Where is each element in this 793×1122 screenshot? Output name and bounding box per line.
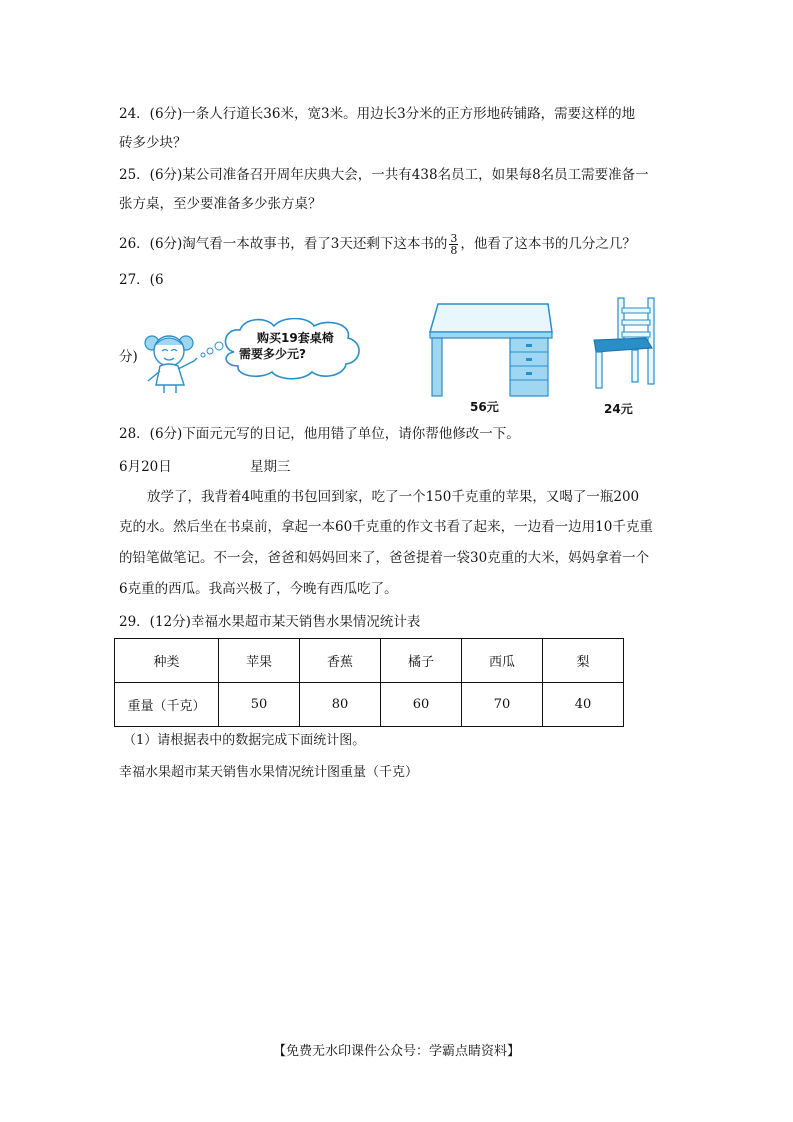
q24-line2: 砖多少块？ [119,135,187,151]
girl-illustration [138,325,228,395]
diary-line: 6克重的西瓜。我高兴极了，今晚有西瓜吃了。 [119,581,398,597]
fruit-sales-table [114,638,624,727]
table-cell: 50 [219,683,300,727]
q25-line2: 张方桌，至少要准备多少张方桌？ [119,196,322,212]
table-row-label: 重量（千克） [115,683,219,727]
q26-before: 26．(6分)淘气看一本故事书，看了3天还剩下这本书的 [119,236,448,252]
q26-fraction-denominator: 8 [450,244,458,257]
q27-label-start: 27．(6 [119,272,164,288]
table-cell: 40 [543,683,624,727]
diary-date: 6月20日 [119,459,172,475]
diary-line: 放学了，我背着4吨重的书包回到家，吃了一个150千克重的苹果，又喝了一瓶200 [147,489,640,505]
chair-price: 24元 [604,402,633,416]
bubble-line1: 购买19套桌椅 [257,331,334,345]
q26-fraction [449,233,458,256]
q25-line1: 25．(6分)某公司准备召开周年庆典大会，一共有438名员工，如果每8名员工需要准备一 [119,167,649,183]
table-header-cell: 香蕉 [300,639,381,683]
table-row [115,683,624,727]
table-cell: 70 [462,683,543,727]
footer-note: 【免费无水印课件公众号：学霸点睛资料】 [272,1044,520,1059]
desk-price: 56元 [470,400,499,414]
table-header-cell: 苹果 [219,639,300,683]
table-cell: 60 [381,683,462,727]
diary-line: 克的水。然后坐在书桌前，拿起一本60千克重的作文书看了起来，一边看一边用10千克重 [119,519,653,535]
q26-fraction-numerator: 3 [450,232,458,245]
q26-after: ，他看了这本书的几分之几？ [460,236,636,252]
sub-question-1: （1）请根据表中的数据完成下面统计图。 [123,733,366,748]
q26-text [119,233,636,256]
table-cell: 80 [300,683,381,727]
desk-illustration [428,300,553,400]
q24-line1: 24．(6分)一条人行道长36米，宽3米。用边长3分米的正方形地砖铺路，需要这样的地 [119,106,636,122]
q29-text: 29．(12分)幸福水果超市某天销售水果情况统计表 [119,614,421,630]
chair-illustration [588,296,663,396]
table-header-cell: 梨 [543,639,624,683]
diary-line: 的铅笔做笔记。不一会，爸爸和妈妈回来了，爸爸提着一袋30克重的大米，妈妈拿着一个 [119,550,650,566]
bubble-text [239,330,359,362]
diary-weekday: 星期三 [250,459,291,475]
table-header-cell: 橘子 [381,639,462,683]
table-header-cell: 种类 [115,639,219,683]
table-row [115,639,624,683]
q27-label-end: 分) [119,349,138,365]
chart-title: 幸福水果超市某天销售水果情况统计图重量（千克） [119,765,419,780]
bubble-line2: 需要多少元? [239,347,306,361]
table-header-cell: 西瓜 [462,639,543,683]
q28-text: 28．(6分)下面元元写的日记，他用错了单位，请你帮他修改一下。 [119,426,520,442]
